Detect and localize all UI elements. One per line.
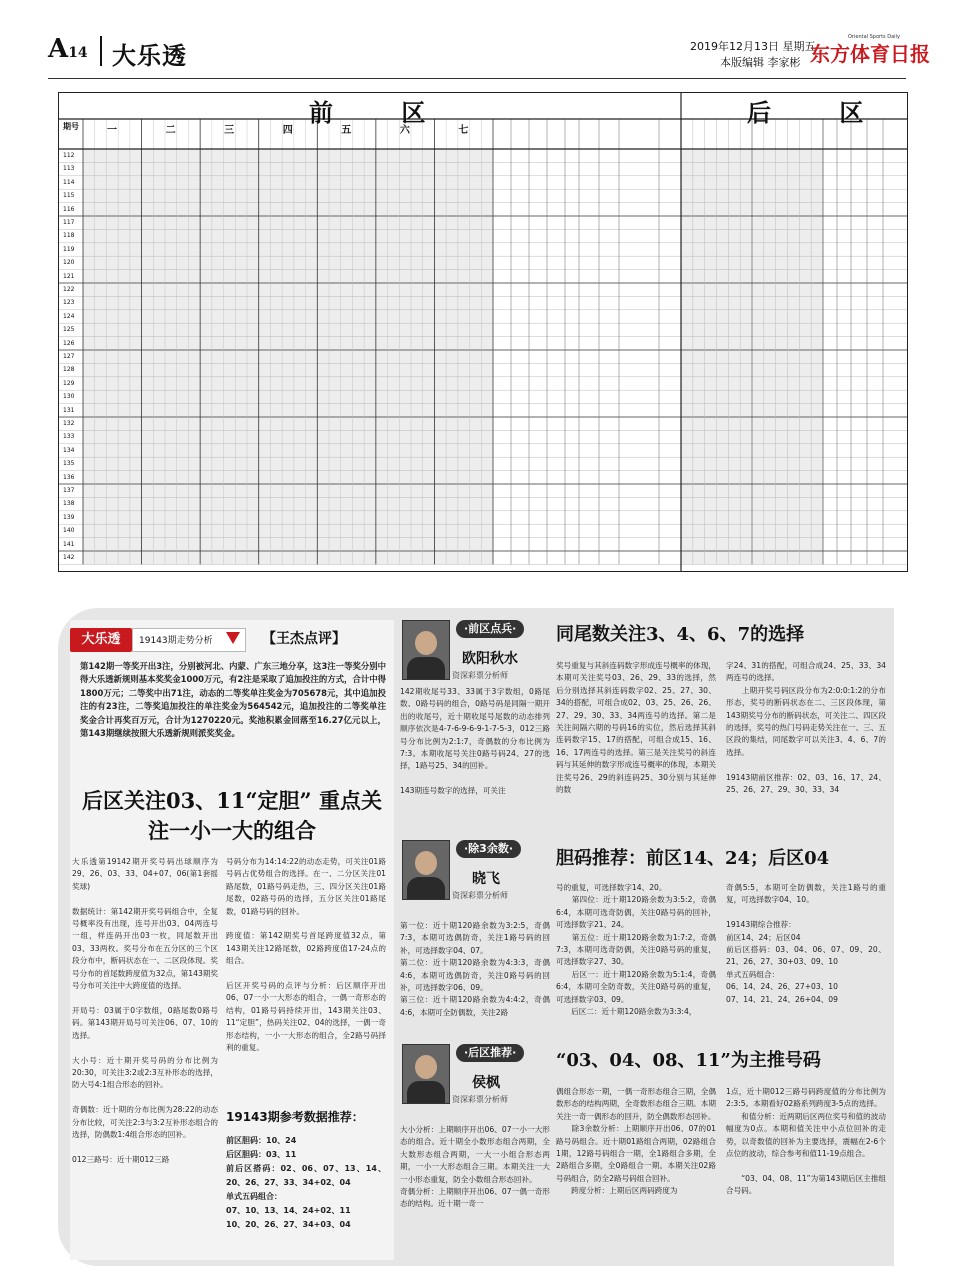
issue-date: 2019年12月13日 星期五 (690, 40, 816, 53)
front-group-header: 五 (341, 125, 352, 136)
front-group-header: 六 (399, 125, 410, 136)
front-zone-title: 前 区 (309, 98, 456, 127)
issue-row-label: 127 (63, 353, 75, 360)
editor-credit: 本版编辑 李家彬 (720, 56, 801, 69)
issue-row-label: 124 (63, 312, 75, 320)
issue-row-label: 130 (63, 393, 75, 401)
issue-row-label: 134 (63, 446, 75, 454)
issue-row-label: 126 (63, 339, 75, 347)
analyst-name-ouyang: 欧阳秋水 (462, 651, 518, 667)
front-group-header: 四 (282, 125, 293, 136)
header-divider (100, 36, 102, 66)
issue-row-label: 135 (63, 460, 75, 468)
issue-row-label: 123 (63, 299, 75, 307)
main-picks-col2: 1点，近十期012三路号码跨度值的分布比例为2:3:5。本期看好02路系列跨度3-5点的选择。 和值分析：近两期后区两位奖号和值的波动幅度为0点。本期和值关注中小点位回补的走势，以奇数值的回补为主要选择，震幅在2-6个点位的波动，综合参考和值11-19点组合。 “03、04、08、11”为第143期后区主推组合号码。 (726, 1087, 886, 1196)
commentator-label: 【王杰点评】 (262, 631, 346, 647)
issue-row-label: 121 (63, 272, 75, 280)
issue-row-label: 122 (63, 286, 75, 293)
same-tail-col2: 字24、31的搭配，可组合成24、25、33、34两连号的选择。 上期开奖号码区段分布为2:0:0:1:2的分布形态，奖号的断码状态在二、三区段体现，第143期奖号分布的断码状态，可关注二、四区段的选择，奖号的热门号码走势关注在一、三、五区段的集结，同尾数字可以关注3、4、6、7的选择。 19143期前区推荐：02、03、16、17、24、25、26、27、29、30、33、34 (726, 661, 886, 795)
lottery-tag: 大乐透 (70, 628, 132, 652)
issue-row-label: 115 (63, 192, 75, 200)
reference-numbers: 前区胆码：10、24 后区胆码：03、11 前后区搭码：02、06、07、13、14、20、26、27、33、34+02、04 单式五码组合： 07、10、13、14、24+02、11 10、20、26、27、34+03、04 (226, 1136, 386, 1229)
issue-row-label: 128 (63, 366, 75, 374)
same-tail-col1: 奖号重复与其斜连码数字形成连号概率的体现，本期可关注奖号03、26、29、33的选择，然后分别选择其斜连码数字02、25、27、30、34的搭配，可组合成02、03、25、26、26、27、29、30、33、34两连号的选择。第二是关注间隔六期的号码16的实位，然后选择其斜连码数字15、17的搭配，可组合成15、16、16、17两连号的选择。第三是关注奖号的斜连码与其延伸的数字形成连号概率的体现，本期关注奖号26、29的斜连码25、30分别与其延伸的数 (556, 661, 716, 795)
analyst-photo-xiaofei (402, 840, 450, 900)
newspaper-logo: 东方体育日报 (810, 42, 930, 66)
front-group-header: 一 (107, 125, 117, 136)
trend-chart-table (58, 92, 908, 572)
intro-paragraph: 第142期一等奖开出3注，分别被河北、内蒙、广东三地分享，这3注一等奖分别中得大乐透新规则基本奖奖金1000万元，有2注是采取了追加投注的方式，合计中得1800万元；二等奖中出71注，动态的二等奖单注奖金为705678元，其中追加投注的有23注，二等奖追加投注的单注奖金为564542元，追加投注的二等奖单注奖金合计再奖百万元，合计为1270220元。奖池积累金回落至16.27亿元以上，第143期继续按照大乐透新规则派奖奖金。 (80, 661, 386, 739)
issue-row-label: 113 (63, 165, 75, 173)
issue-row-label: 142 (63, 554, 75, 561)
left-article-col2: 号码分布为14:14:22的动态走势，可关注01路号码占优势组合的选择。在一、二分区关注01路尾数，01路号码走热，三、四分区关注01路尾数，02路号码的选择，五分区关注01路尾数，01路号码的回补。 跨度值：第142期奖号首尾跨度值32点，第143期关注12路尾数，02路跨度值17-24点的组合。 后区开奖号码的点评与分析：后区顺序开出06、07一小一大形态的组合，一偶一奇形态的结构，01路号码持续开出，143期关注03、11“定胆”，热码关注02、04的选择，一偶一奇形态结构，一小一大形态的组合，全2路号码择利的重复。 (226, 857, 386, 1053)
analyst-photo-houfeng (402, 1044, 450, 1104)
analyst-role-houfeng: 资深彩票分析师 (452, 1095, 508, 1104)
issue-row-label: 138 (63, 500, 75, 508)
logo-subtitle: Oriental Sports Daily (848, 34, 900, 40)
remainder-tag: ·除3余数· (456, 840, 521, 858)
headline-key-numbers: 胆码推荐：前区14、24；后区04 (556, 848, 830, 869)
front-group-header: 三 (224, 125, 235, 136)
section-title: 大乐透 (112, 42, 187, 70)
issue-row-label: 137 (63, 487, 75, 494)
issue-row-label: 118 (63, 232, 75, 240)
analyst-role-xiaofei: 资深彩票分析师 (452, 891, 508, 900)
arrow-down-icon (226, 632, 240, 644)
front-group-header: 二 (165, 125, 176, 136)
key-numbers-col2: 奇偶5:5，本期可全防偶数，关注1路号的重复，可选择数字04、10。 19143期综合推荐： 前区14、24；后区04 前后区搭码：03、04、06、07、09、20、21、26、27、30+03、09、10 单式五码组合： 06、14、24、26、27+03、10 07、14、21、24、26+04、09 (726, 883, 886, 1004)
issue-row-label: 140 (63, 527, 75, 535)
headline-same-tail: 同尾数关注3、4、6、7的选择 (556, 624, 805, 645)
analyst-article-ouyang: 142期收尾号33、33属于3字数组，0路尾数、0路号码的组合，0路号码是同隔一期开出的收尾号，近十期收尾号尾数的动态排列顺序依次是4-7-6-9-6-9-1-7-5-3，012三路号分布比例为2:1:7，奇偶数的分布比例为7:3。本期收尾号关注0路号码24、27的选择，1路号25、34的回补。 143期连号数字的选择，可关注 (400, 687, 550, 796)
back-zone-tag: ·后区推荐· (456, 1044, 524, 1062)
left-headline: 后区关注03、11“定胆” 重点关注一小一大的组合 (82, 788, 382, 843)
issue-row-label: 131 (63, 406, 75, 414)
analyst-article-houfeng: 大小分析：上期顺序开出06、07一小一大形态的组合。近十期全小数形态组合两期，全大数形态组合两期，一大一小组合形态两期，一小一大形态组合三期。本期关注一大一小形态重复，防全小数组合形态回补。 奇偶分析：上期顺序开出06、07一偶一奇形态的结构。近十期一奇一 (400, 1125, 550, 1209)
issue-row-label: 116 (63, 205, 75, 213)
main-picks-col1: 偶组合形态一期，一偶一奇形态组合三期，全偶数形态的结构两期，全奇数形态组合三期。本期关注一奇一偶形态的回升，防全偶数形态回补。 除3余数分析：上期顺序开出06、07的01路号码组合。近十期01路组合两期，02路组合1期，12路号码组合一期，全1路组合多期，全2路组合多期，全0路组合一期。本期关注02路号码组合，防全2路号码组合回补。 跨度分析：上期后区两码跨度为 (556, 1087, 716, 1196)
issue-row-label: 112 (63, 152, 75, 159)
issue-tag: 19143期走势分析 (132, 628, 246, 652)
key-numbers-col1: 号的重复，可选择数字14、20。 第四位：近十期120路余数为3:5:2，奇偶6:4，本期可选奇防偶，关注0路号码的回补，可选择数字21、24。 第五位：近十期120路余数为1:7:2，奇偶7:3，本期可选奇防偶，关注0路号码的重复，可选择数字27、30。 后区一：近十期120路余数为5:1:4，奇偶6:4，本期可全防奇数，关注0路号码的重复，可选择数字03、09。 后区二：近十期120路余数为3:3:4， (556, 883, 716, 1017)
page-number: A14 (48, 34, 88, 64)
front-zone-tag: ·前区点兵· (456, 620, 524, 638)
issue-row-label: 117 (63, 219, 75, 226)
analyst-photo-ouyang (402, 620, 450, 680)
issue-row-label: 133 (63, 433, 75, 441)
analyst-name-xiaofei: 晓飞 (472, 871, 500, 887)
issue-row-label: 120 (63, 259, 75, 267)
analyst-name-houfeng: 侯枫 (472, 1075, 500, 1091)
analyst-article-xiaofei: 第一位：近十期120路余数为3:2:5，奇偶7:3，本期可选偶防奇，关注1路号码的回补，可选择数字04、07。 第二位：近十期120路余数为4:3:3，奇偶4:6，本期可选偶防奇，关注0路号码的回补，可选择数字06、09。 第三位：近十期120路余数为4:4:2，奇偶4:6，本期可全防偶数，关注2路 (400, 921, 550, 1017)
front-group-header: 七 (458, 125, 469, 136)
analyst-role-ouyang: 资深彩票分析师 (452, 671, 508, 680)
issue-row-label: 136 (63, 473, 75, 481)
issue-row-label: 129 (63, 379, 75, 387)
issue-row-label: 132 (63, 420, 75, 427)
back-zone-title: 后 区 (747, 98, 894, 127)
reference-heading: 19143期参考数据推荐： (226, 1110, 364, 1124)
issue-row-label: 139 (63, 513, 75, 521)
trend-grid (59, 93, 907, 571)
issue-row-label: 125 (63, 326, 75, 334)
left-article-col1: 大乐透第19142期开奖号码出球顺序为29、26、03、33、04+07、06(第1套摇奖球) 数据统计：第142期开奖号码组合中，全复号概率没有出现，连号开出03、04两连号一组，样连码开出03一枚，同尾数开出03、33两枚。奖号分布在五分区的三个区段分布中，断码状态在一、二区段体现。奖号分布的首尾数跨度值为32点，第143期奖号分布可关注中大跨度值的选择。 开局号：03属于0字数组，0路尾数0路号码。第143期开局号可关注06、07、10的选择。 大小号：近十期开奖号码的分布比例为20:30，可关注3:2或2:3互补形态的选择，防大号4:1组合形态的回补。 奇偶数：近十期的分布比例为28:22的动态分布比较，可关注2:3与3:2互补形态组合的选择，防偶数1:4组合形态的回补。 012三路号：近十期012三路 (72, 857, 218, 1164)
header-rule (48, 78, 906, 79)
issue-row-label: 119 (63, 245, 75, 253)
issue-row-label: 141 (63, 540, 75, 548)
issue-row-label: 114 (63, 178, 75, 186)
headline-main-picks: “03、04、08、11”为主推号码 (556, 1050, 821, 1071)
issue-column-header: 期号 (63, 122, 79, 131)
